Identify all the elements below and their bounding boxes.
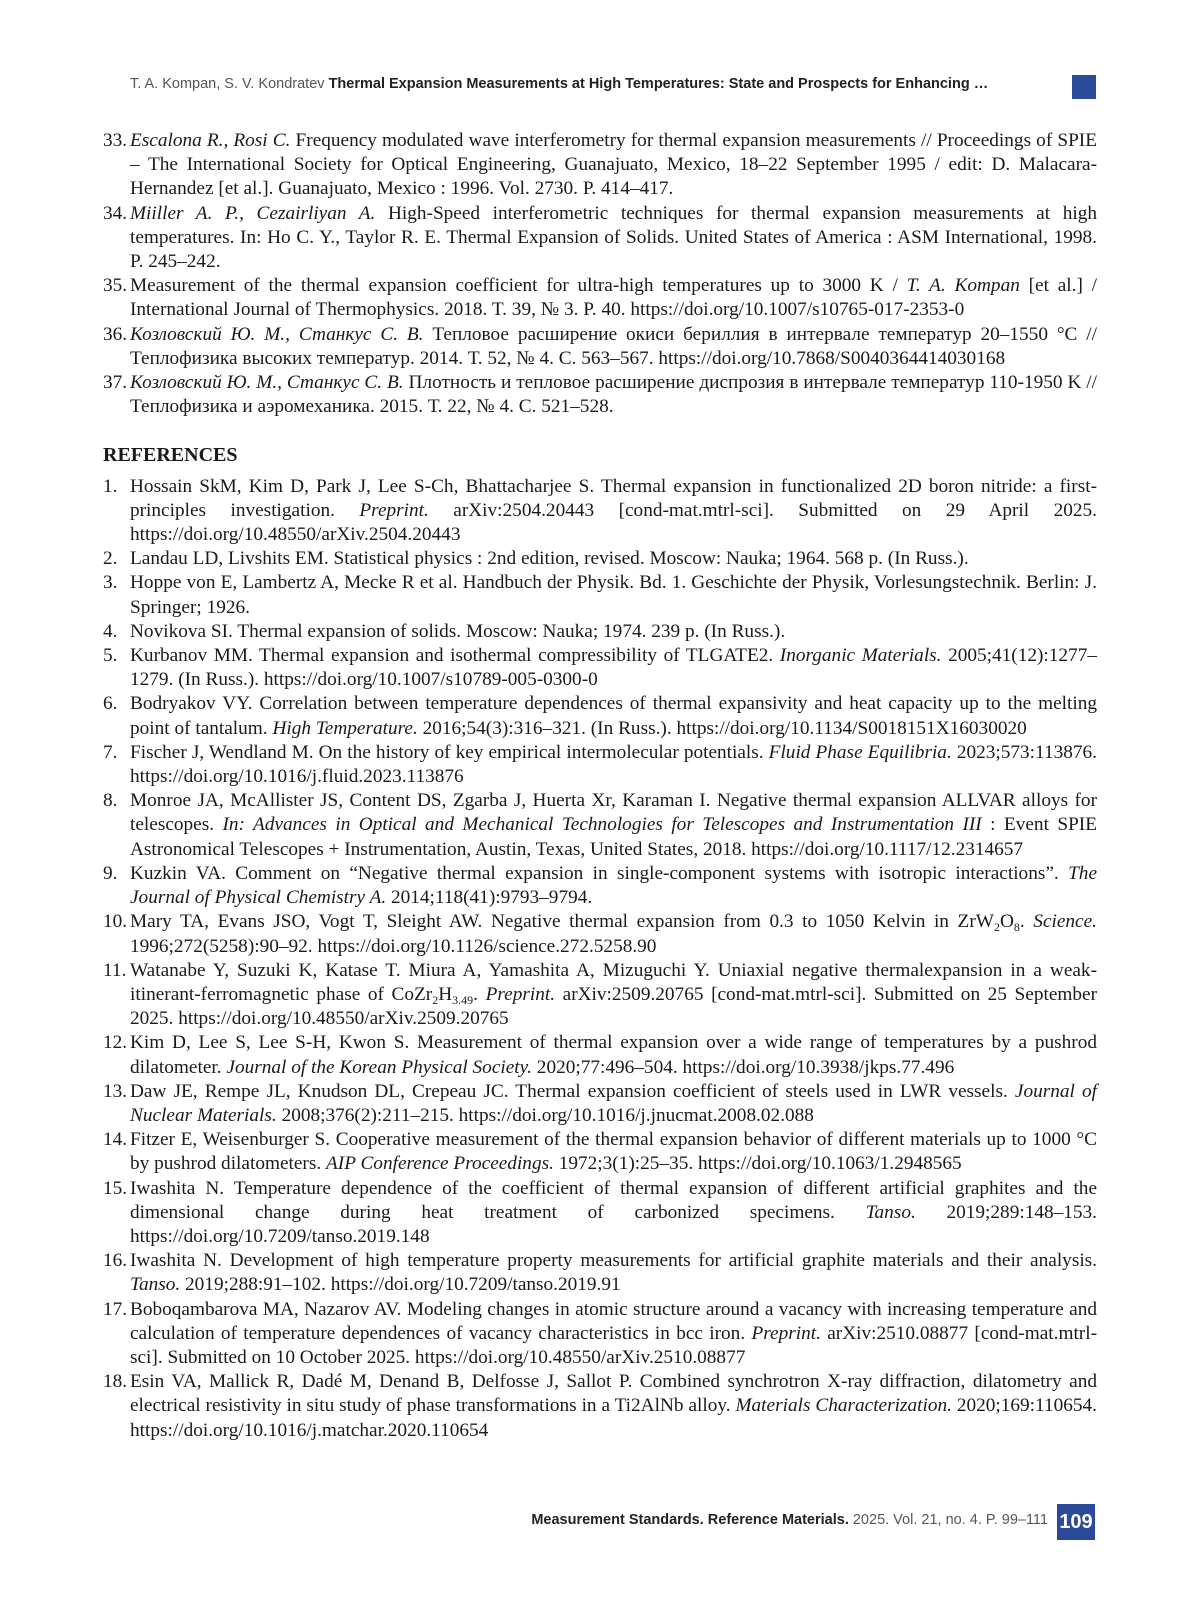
- item-journal: Journal of Nuclear Materials.: [130, 1080, 1097, 1126]
- list-item: [103, 475, 1097, 548]
- item-journal: Tanso.: [865, 1201, 916, 1223]
- list-item: [103, 371, 1097, 419]
- list-item: [103, 741, 1097, 789]
- item-text: Kuzkin VA. Comment on “Negative thermal expansion in single-component systems with isotropic interactions”.: [130, 862, 1069, 884]
- list-item: [103, 274, 1097, 322]
- item-text: Iwashita N. Development of high temperature property measurements for artificial graphite materials and their analysis.: [130, 1250, 1097, 1272]
- item-journal: Inorganic Materials.: [779, 645, 942, 667]
- list-item: [103, 1298, 1097, 1371]
- item-text: arXiv:2509.20765 [cond-mat.mtrl-sci]. Submitted on 25 September 2025. https://doi.org/10.48550/arXiv.2509.20765: [130, 983, 1097, 1030]
- item-number: 7.: [103, 741, 118, 763]
- item-text: Watanabe Y, Suzuki K, Katase T. Miura A, Yamashita A, Mizuguchi Y. Uniaxial negative thermalexpansion in a weak-itinerant-ferromagnetic phase of CoZr: [130, 959, 1097, 1005]
- formula-subscript: 8: [1013, 920, 1020, 935]
- list-item: [103, 571, 1097, 619]
- list-item: [103, 959, 1097, 1032]
- item-authors: Escalona R., Rosi C.: [130, 130, 291, 151]
- item-number: 15.: [103, 1177, 128, 1199]
- list-item: [103, 862, 1097, 910]
- item-number: 35.: [103, 275, 128, 297]
- item-number: 5.: [103, 645, 118, 667]
- item-number: 4.: [103, 620, 118, 642]
- page-number: 109: [1057, 1504, 1095, 1540]
- item-journal: The Journal of Physical Chemistry A.: [130, 862, 1097, 909]
- item-text: Тепловое расширение окиси бериллия в интервале температур 20–1550 °C // Теплофизика высоких температур. 2014. Т. 52, № 4. С. 563–567. https://doi.org/10.7868/S0040364414030168: [130, 323, 1098, 369]
- list-item: [103, 1128, 1097, 1176]
- item-text: Hossain SkM, Kim D, Park J, Lee S-Ch, Bhattacharjee S. Thermal expansion in functionalized 2D boron nitride: a first-principles investigation.: [130, 475, 1097, 521]
- item-journal: In: Advances in Optical and Mechanical Technologies for Telescopes and Instrumentation III: [222, 814, 982, 836]
- item-journal: High Temperature.: [272, 717, 418, 739]
- list-item: [103, 323, 1097, 371]
- item-text: 2023;573:113876. https://doi.org/10.1016/j.fluid.2023.113876: [130, 741, 1097, 788]
- item-authors: Козловский Ю. М., Станкус С. В.: [130, 372, 404, 394]
- formula-text: .: [1019, 911, 1034, 933]
- item-text: Monroe JA, McAllister JS, Content DS, Zgarba J, Huerta Xr, Karaman I. Negative thermal expansion ALLVAR alloys for telescopes.: [130, 790, 1097, 836]
- item-journal: Science.: [1033, 911, 1097, 933]
- references-list: [103, 475, 1097, 1443]
- item-text: High-Speed interferometric techniques for thermal expansion measurements at high temperatures. In: Ho C. Y., Taylor R. E. Thermal Expansion of Solids. United States of America : ASM International, 1998. P. 245–242.: [130, 202, 1097, 273]
- item-text: Bodryakov VY. Correlation between temperature dependences of thermal expansivity and heat capacity up to the melting point of tantalum.: [130, 693, 1097, 739]
- header-authors: T. A. Kompan, S. V. Kondratev: [130, 76, 325, 92]
- header-accent-square: [1072, 75, 1096, 99]
- item-authors: Козловский Ю. М., Станкус С. В.: [130, 323, 424, 345]
- list-item: [103, 547, 1097, 571]
- item-text: Measurement of the thermal expansion coefficient for ultra-high temperatures up to 3000 K /: [130, 275, 907, 297]
- item-number: 12.: [103, 1032, 128, 1054]
- item-text: Hoppe von E, Lambertz A, Mecke R et al. Handbuch der Physik. Bd. 1. Geschichte der Physik, Vorlesungstechnik. Berlin: J. Springer; 1926.: [130, 572, 1097, 618]
- item-text: Fitzer E, Weisenburger S. Cooperative measurement of the thermal expansion behavior of different materials up to 1000 °C by pushrod dilatometers.: [130, 1129, 1097, 1175]
- item-text: Novikova SI. Thermal expansion of solids. Moscow: Nauka; 1974. 239 p. (In Russ.).: [130, 620, 786, 642]
- item-number: 18.: [103, 1371, 128, 1393]
- item-text: 1972;3(1):25–35. https://doi.org/10.1063/1.2948565: [553, 1153, 962, 1175]
- footer-journal: Measurement Standards. Reference Materials.: [531, 1512, 849, 1528]
- item-number: 6.: [103, 693, 118, 715]
- item-text: Boboqambarova MA, Nazarov AV. Modeling changes in atomic structure around a vacancy with increasing temperature and calculation of temperature dependences of vacancy characteristics in bcc iron.: [130, 1298, 1097, 1344]
- formula-text: .: [473, 983, 486, 1005]
- item-text: Плотность и тепловое расширение диспрозия в интервале температур 110-1950 K // Теплофизика и аэромеханика. 2015. Т. 22, № 4. С. 521–528.: [130, 372, 1097, 418]
- item-journal: Journal of the Korean Physical Society.: [226, 1056, 532, 1078]
- list-item: [103, 1249, 1097, 1297]
- item-text: Iwashita N. Temperature dependence of the coefficient of thermal expansion of different artificial graphites and the dimensional change during heat treatment of carbonized specimens.: [130, 1177, 1097, 1223]
- item-number: 16.: [103, 1250, 128, 1272]
- formula-subscript: 2: [432, 992, 439, 1007]
- item-journal: Materials Characterization.: [735, 1395, 952, 1417]
- item-number: 2.: [103, 548, 118, 570]
- running-header: [130, 76, 1060, 92]
- list-item: [103, 692, 1097, 740]
- list-item: [103, 1031, 1097, 1079]
- item-journal: Fluid Phase Equilibria.: [768, 741, 952, 763]
- item-journal: Preprint.: [751, 1322, 821, 1344]
- item-text: Frequency modulated wave interferometry for thermal expansion measurements // Proceedings of SPIE – The International Society for Optical Engineering, Guanajuato, Mexico, 18–22 September 1995 / edit: D. Malacara-Hernandez [et al.]. Guanajuato, Mexico : 1996. Vol. 2730. P. 414–417.: [130, 130, 1097, 200]
- formula-text: H: [438, 983, 453, 1005]
- item-number: 13.: [103, 1080, 128, 1102]
- item-text: 2008;376(2):211–215. https://doi.org/10.1016/j.jnucmat.2008.02.088: [276, 1104, 814, 1126]
- list-item: [103, 1080, 1097, 1128]
- item-authors: Miiller A. P., Cezairliyan A.: [130, 202, 376, 224]
- list-item: [103, 789, 1097, 862]
- item-text: 2016;54(3):316–321. (In Russ.). https://doi.org/10.1134/S0018151X16030020: [417, 717, 1027, 739]
- item-text: Kurbanov MM. Thermal expansion and isothermal compressibility of TLGATE2.: [130, 645, 780, 667]
- item-text: 2019;289:148–153. https://doi.org/10.7209/tanso.2019.148: [130, 1201, 1097, 1247]
- item-text: Daw JE, Rempe JL, Knudson DL, Crepeau JC. Thermal expansion coefficient of steels used in LWR vessels.: [130, 1080, 1015, 1102]
- list-item: [103, 644, 1097, 692]
- footer-details: 2025. Vol. 21, no. 4. P. 99–111: [848, 1512, 1048, 1528]
- formula-text: O: [999, 911, 1014, 933]
- item-number: 11.: [103, 959, 127, 981]
- item-text: 2005;41(12):1277–1279. (In Russ.). https://doi.org/10.1007/s10789-005-0300-0: [130, 645, 1097, 691]
- list-item: [103, 1177, 1097, 1250]
- item-number: 34.: [103, 202, 128, 224]
- item-text: Mary TA, Evans JSO, Vogt T, Sleight AW. Negative thermal expansion from 0.3 to 1050 Kelvin in ZrW: [130, 911, 994, 933]
- item-text: Esin VA, Mallick R, Dadé M, Denand B, Delfosse J, Sallot P. Combined synchrotron X-ray diffraction, dilatometry and electrical resistivity in situ study of phase transformations in a Ti2AlNb alloy.: [130, 1371, 1097, 1417]
- item-text: Kim D, Lee S, Lee S-H, Kwon S. Measurement of thermal expansion over a wide range of temperatures by a pushrod dilatometer.: [130, 1032, 1097, 1078]
- item-number: 17.: [103, 1298, 128, 1320]
- item-text: Fischer J, Wendland M. On the history of key empirical intermolecular potentials.: [130, 741, 769, 763]
- item-text: arXiv:2504.20443 [cond-mat.mtrl-sci]. Submitted on 29 April 2025. https://doi.org/10.48550/arXiv.2504.20443: [130, 499, 1097, 546]
- item-journal: Preprint.: [485, 983, 556, 1005]
- item-number: 37.: [103, 372, 128, 394]
- item-text: Landau LD, Livshits EM. Statistical physics : 2nd edition, revised. Moscow: Nauka; 1964. 568 p. (In Russ.).: [130, 548, 969, 570]
- item-text: 1996;272(5258):90–92. https://doi.org/10.1126/science.272.5258.90: [130, 935, 657, 957]
- references-content: [103, 129, 1097, 1443]
- item-authors: T. A. Kompan: [906, 275, 1020, 297]
- list-item: [103, 129, 1097, 202]
- list-item: [103, 1370, 1097, 1443]
- item-text: [et al.] / International Journal of Thermophysics. 2018. T. 39, № 3. P. 40. https://doi.org/10.1007/s10765-017-2353-0: [130, 275, 1098, 321]
- item-text: 2014;118(41):9793–9794.: [386, 887, 593, 909]
- formula-subscript: 2: [993, 920, 1000, 935]
- item-text: 2020;77:496–504. https://doi.org/10.3938/jkps.77.496: [531, 1056, 955, 1078]
- item-journal: Preprint.: [359, 499, 429, 521]
- list-item: [103, 202, 1097, 275]
- item-number: 14.: [103, 1129, 128, 1151]
- item-text: 2020;169:110654. https://doi.org/10.1016/j.matchar.2020.110654: [130, 1395, 1097, 1441]
- item-number: 9.: [103, 862, 118, 884]
- references-heading: REFERENCES: [103, 444, 238, 467]
- list-item: [103, 620, 1097, 644]
- item-number: 8.: [103, 790, 118, 812]
- item-number: 33.: [103, 130, 128, 151]
- item-number: 36.: [103, 323, 128, 345]
- item-text: : Event SPIE Astronomical Telescopes + Instrumentation, Austin, Texas, United States, 2018. https://doi.org/10.1117/12.2314657: [130, 814, 1097, 860]
- russian-reference-list: [103, 129, 1097, 419]
- item-number: 3.: [103, 572, 118, 594]
- item-journal: Tanso.: [130, 1274, 181, 1296]
- item-text: arXiv:2510.08877 [cond-mat.mtrl-sci]. Submitted on 10 October 2025. https://doi.org/10.48550/arXiv.2510.08877: [130, 1322, 1098, 1368]
- item-journal: AIP Conference Proceedings.: [326, 1153, 554, 1175]
- formula-subscript: 3.49: [452, 992, 474, 1007]
- header-title: Thermal Expansion Measurements at High Temperatures: State and Prospects for Enhancing …: [328, 76, 989, 92]
- running-footer: [480, 1512, 1048, 1528]
- item-number: 10.: [103, 911, 128, 933]
- item-number: 1.: [103, 475, 118, 497]
- list-item: [103, 910, 1097, 958]
- item-text: 2019;288:91–102. https://doi.org/10.7209/tanso.2019.91: [180, 1274, 621, 1296]
